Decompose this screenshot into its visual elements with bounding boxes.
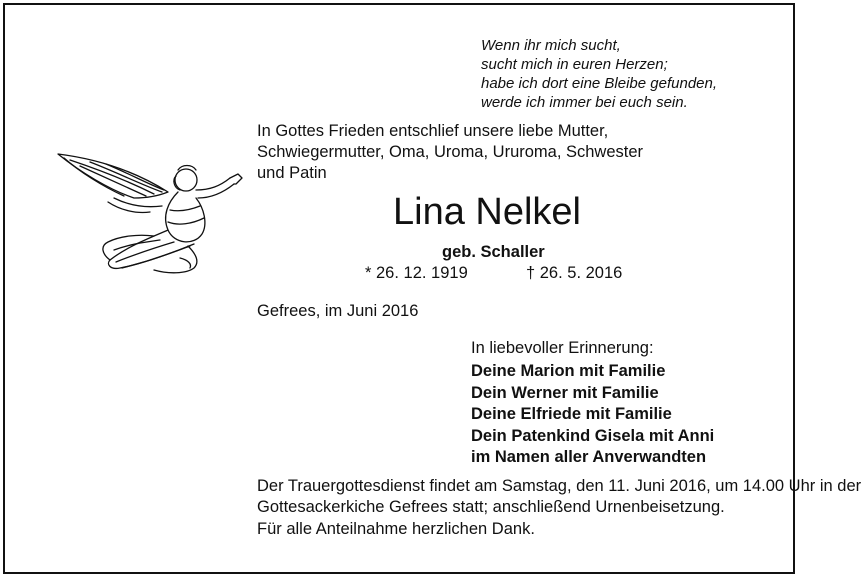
place-date: Gefrees, im Juni 2016: [257, 302, 419, 320]
deceased-name: Lina Nelkel: [393, 191, 581, 233]
intro-text: [257, 121, 643, 184]
poem: [481, 36, 717, 112]
mourner-line: Deine Marion mit Familie: [471, 362, 666, 380]
intro-line: In Gottes Frieden entschlief unsere liebe Mutter,: [257, 122, 609, 140]
mourners-list: [471, 361, 714, 469]
service-line: Gottesackerkiche Gefrees statt; anschließend Urnenbeisetzung.: [257, 498, 725, 516]
service-line: Der Trauergottesdienst findet am Samstag, den 11. Juni 2016, um 14.00 Uhr in der: [257, 477, 861, 495]
poem-line: habe ich dort eine Bleibe gefunden,: [481, 75, 718, 92]
angel-icon: [50, 150, 250, 280]
mourner-line: Dein Patenkind Gisela mit Anni: [471, 426, 715, 445]
mourner-line: im Namen aller Anverwandten: [471, 448, 707, 466]
intro-line: und Patin: [257, 164, 327, 182]
maiden-name: geb. Schaller: [442, 243, 545, 261]
poem-line: sucht mich in euren Herzen;: [481, 56, 668, 73]
mourner-line: Dein Werner mit Familie: [471, 383, 659, 402]
service-info: [257, 476, 861, 518]
poem-line: werde ich immer bei euch sein.: [481, 94, 688, 111]
thanks-text: Für alle Anteilnahme herzlichen Dank.: [257, 520, 535, 538]
poem-line: Wenn ihr mich sucht,: [481, 37, 621, 54]
death-date: † 26. 5. 2016: [526, 264, 623, 282]
mourner-line: Deine Elfriede mit Familie: [471, 405, 672, 423]
intro-line: Schwiegermutter, Oma, Uroma, Ururoma, Schwester: [257, 143, 644, 161]
memory-intro: In liebevoller Erinnerung:: [471, 339, 654, 357]
birth-date: * 26. 12. 1919: [365, 264, 468, 282]
